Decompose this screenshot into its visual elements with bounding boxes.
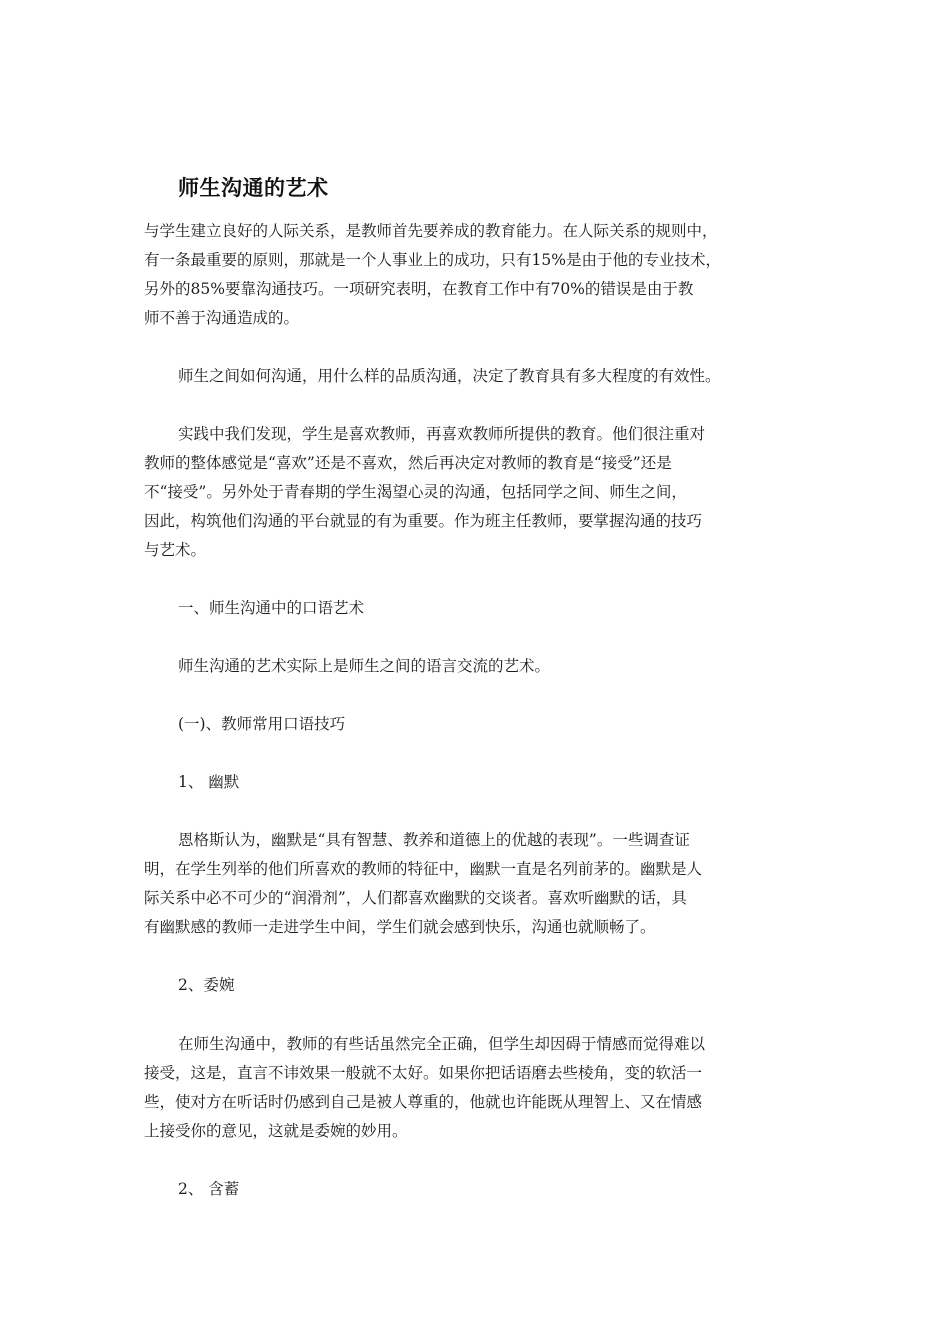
paragraph-line: 与学生建立良好的人际关系，是教师首先要养成的教育能力。在人际关系的规则中， — [144, 222, 718, 240]
paragraph-line: 上接受你的意见，这就是委婉的妙用。 — [144, 1122, 408, 1140]
item-heading: 2、 含蓄 — [178, 1180, 240, 1198]
paragraph-line: 教师的整体感觉是“喜欢”还是不喜欢，然后再决定对教师的教育是“接受”还是 — [144, 454, 672, 472]
paragraph-line: 另外的85%要靠沟通技巧。一项研究表明，在教育工作中有70%的错误是由于教 — [144, 280, 694, 298]
item-heading: 2、委婉 — [178, 976, 235, 994]
paragraph-line: 在师生沟通中，教师的有些话虽然完全正确，但学生却因碍于情感而觉得难以 — [178, 1035, 706, 1053]
paragraph-line: 因此，构筑他们沟通的平台就显的有为重要。作为班主任教师，要掌握沟通的技巧 — [144, 512, 703, 530]
item-heading: 1、 幽默 — [178, 773, 240, 791]
paragraph-line: 有幽默感的教师一走进学生中间，学生们就会感到快乐，沟通也就顺畅了。 — [144, 918, 656, 936]
paragraph-line: 际关系中必不可少的“润滑剂”，人们都喜欢幽默的交谈者。喜欢听幽默的话，具 — [144, 889, 687, 907]
paragraph-line: 恩格斯认为，幽默是“具有智慧、教养和道德上的优越的表现”。一些调查证 — [178, 831, 690, 849]
paragraph-line: 不“接受”。另外处于青春期的学生渴望心灵的沟通，包括同学之间、师生之间， — [144, 483, 687, 501]
paragraph-line: 师生之间如何沟通，用什么样的品质沟通，决定了教育具有多大程度的有效性。 — [178, 367, 721, 385]
paragraph-line: 接受，这是，直言不讳效果一般就不太好。如果你把话语磨去些棱角，变的软活一 — [144, 1064, 703, 1082]
subsection-heading: (一)、教师常用口语技巧 — [178, 715, 346, 733]
paragraph-line: 有一条最重要的原则，那就是一个人事业上的成功，只有15%是由于他的专业技术， — [144, 251, 721, 269]
section-heading: 一、师生沟通中的口语艺术 — [178, 599, 365, 617]
paragraph-line: 些，使对方在听话时仍感到自己是被人尊重的，他就也许能既从理智上、又在情感 — [144, 1093, 703, 1111]
paragraph-line: 明，在学生列举的他们所喜欢的教师的特征中，幽默一直是名列前茅的。幽默是人 — [144, 860, 703, 878]
paragraph-line: 师不善于沟通造成的。 — [144, 309, 300, 327]
paragraph-line: 实践中我们发现，学生是喜欢教师，再喜欢教师所提供的教育。他们很注重对 — [178, 425, 706, 443]
paragraph-line: 师生沟通的艺术实际上是师生之间的语言交流的艺术。 — [178, 657, 551, 675]
paragraph-line: 与艺术。 — [144, 541, 207, 559]
document-title: 师生沟通的艺术 — [178, 176, 329, 200]
